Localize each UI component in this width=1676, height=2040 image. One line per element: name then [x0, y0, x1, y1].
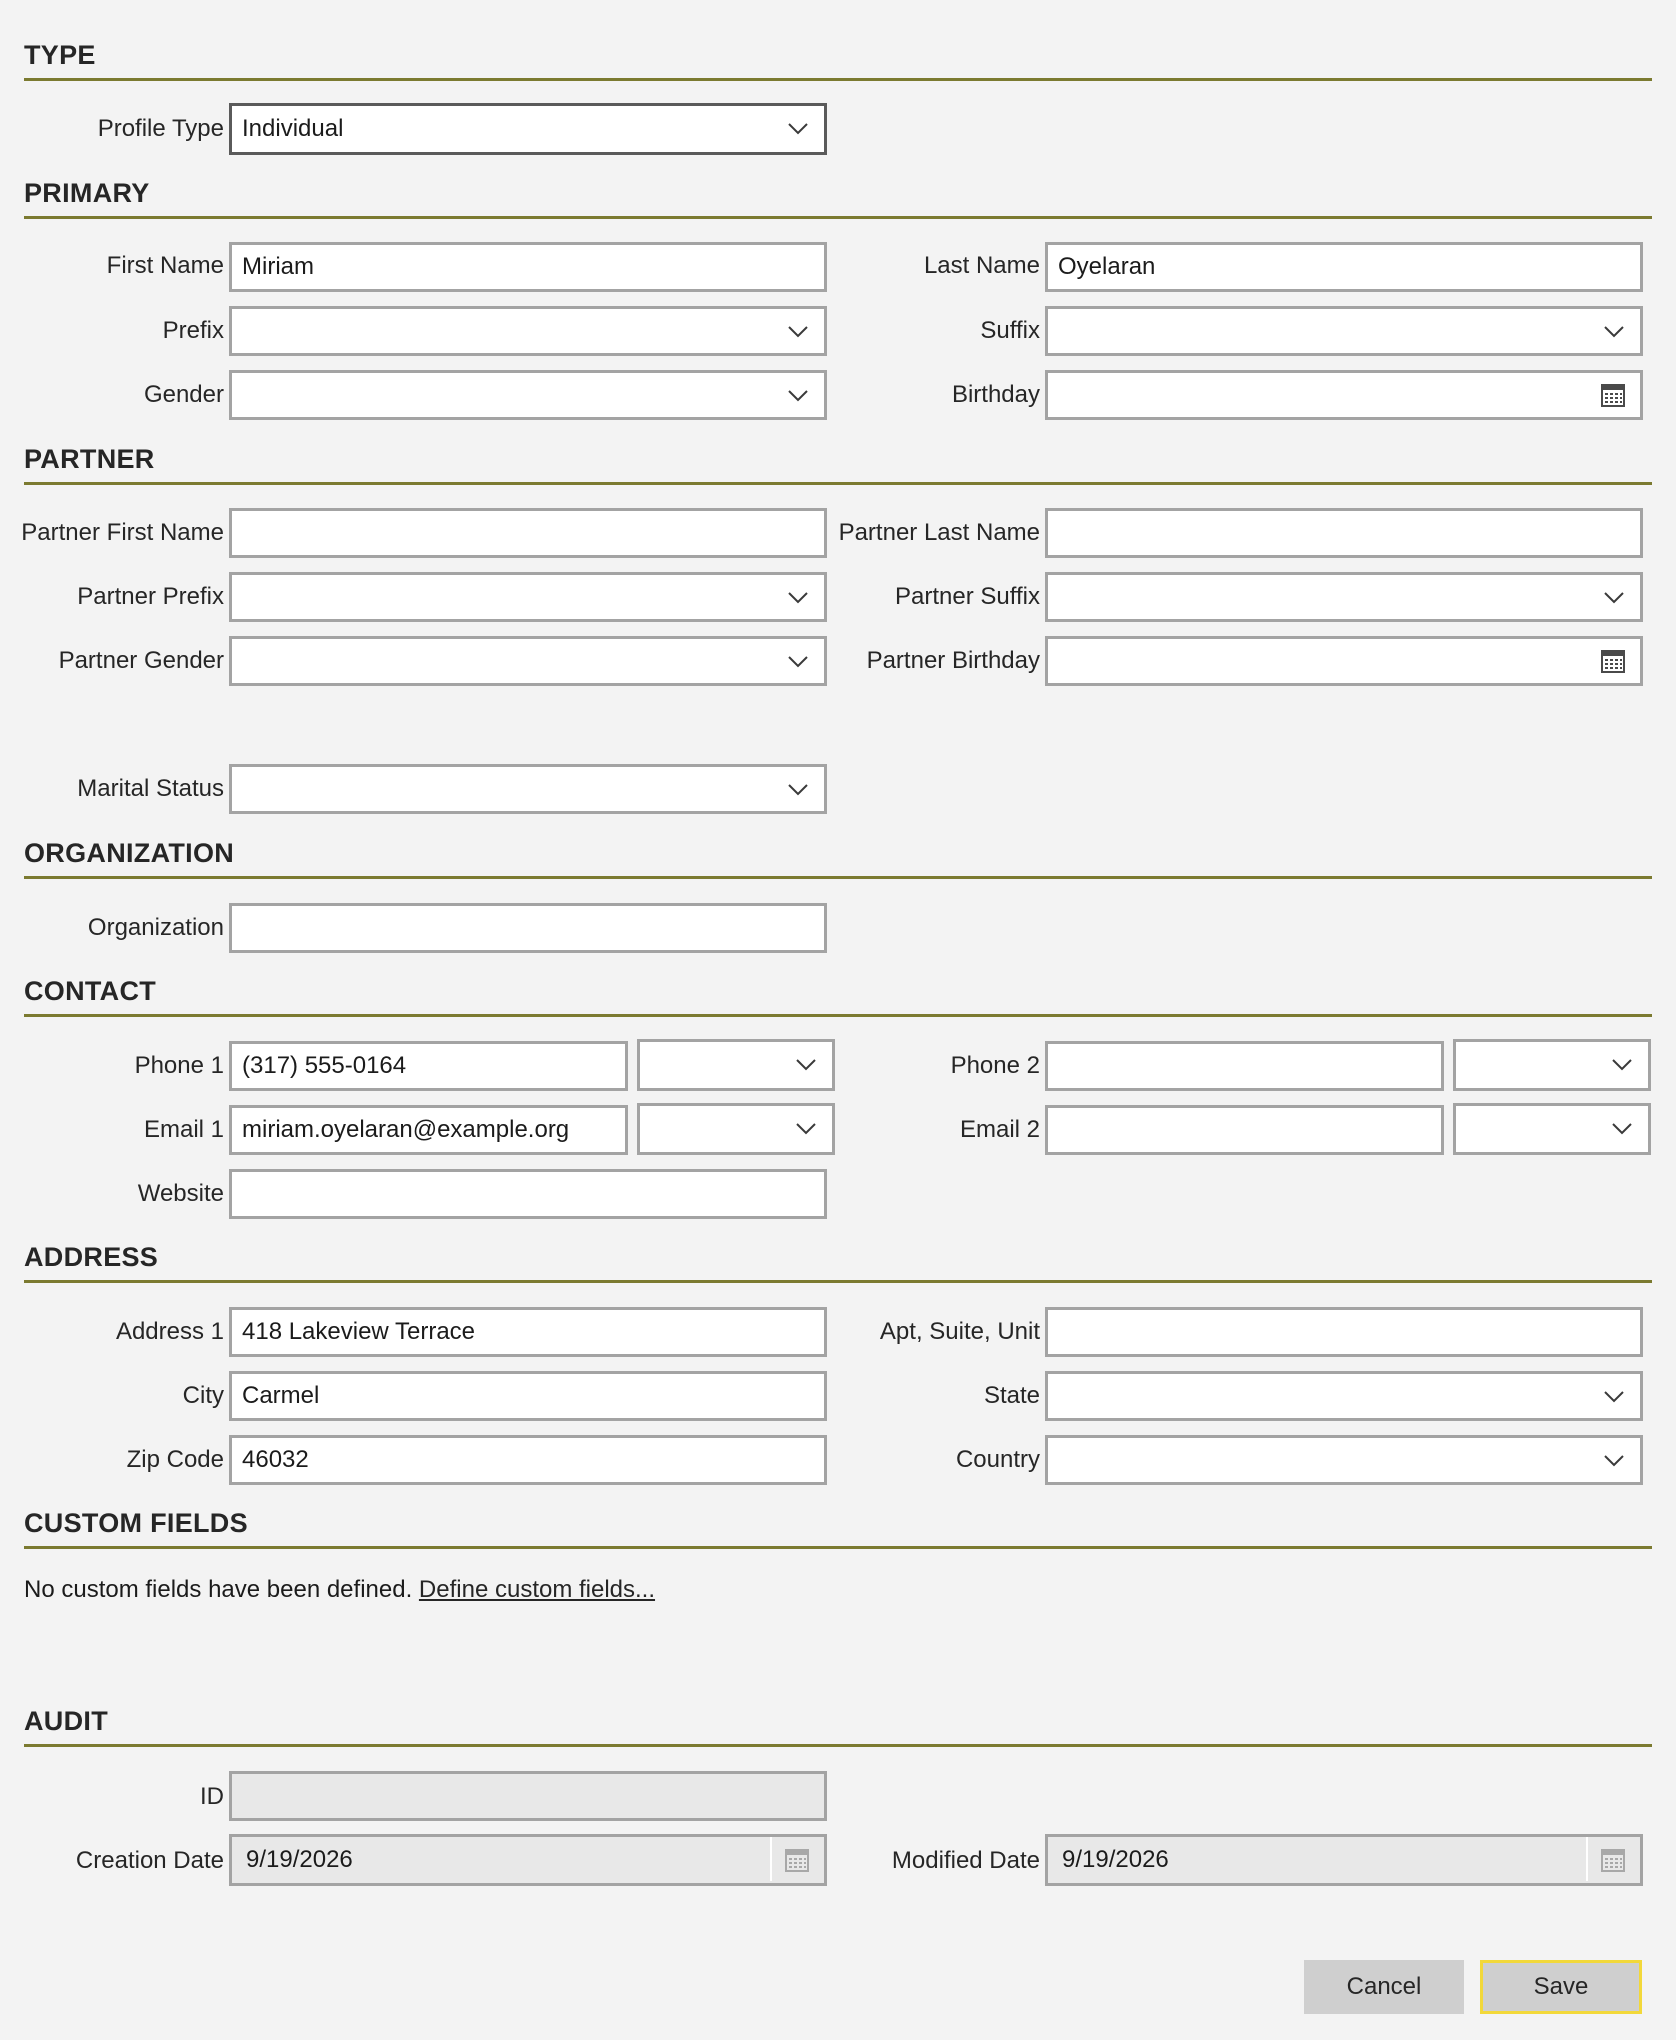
profile-type-value: Individual [242, 115, 344, 142]
partner-gender-dropdown[interactable] [229, 636, 827, 686]
apt-suite-unit-input[interactable] [1045, 1307, 1643, 1357]
email1-type-dropdown[interactable] [637, 1103, 835, 1155]
partner-prefix-dropdown[interactable] [229, 572, 827, 622]
calendar-icon[interactable] [1600, 382, 1626, 408]
first-name-input[interactable] [229, 242, 827, 292]
section-title-organization: ORGANIZATION [24, 838, 235, 868]
section-divider [24, 216, 1652, 219]
city-value: Carmel [242, 1382, 320, 1409]
prefix-label: Prefix [162, 317, 224, 344]
email2-input[interactable] [1045, 1105, 1444, 1155]
state-dropdown[interactable] [1045, 1371, 1643, 1421]
phone2-type-dropdown[interactable] [1453, 1039, 1651, 1091]
chevron-down-icon [1602, 1450, 1626, 1470]
chevron-down-icon [786, 779, 810, 799]
modified-date-label: Modified Date [891, 1847, 1040, 1874]
calendar-icon[interactable] [1600, 648, 1626, 674]
last-name-label: Last Name [923, 252, 1040, 279]
country-label: Country [955, 1446, 1040, 1473]
gender-dropdown[interactable] [229, 370, 827, 420]
custom-fields-note [24, 1576, 655, 1604]
chevron-down-icon [794, 1054, 818, 1074]
chevron-down-icon [1602, 1386, 1626, 1406]
section-title-primary: PRIMARY [24, 178, 150, 208]
birthday-label: Birthday [951, 381, 1040, 408]
modified-date-value: 9/19/2026 [1062, 1846, 1169, 1873]
phone2-label: Phone 2 [950, 1052, 1040, 1079]
partner-first-name-label: Partner First Name [21, 519, 224, 546]
chevron-down-icon [1610, 1054, 1634, 1074]
chevron-down-icon [1610, 1118, 1634, 1138]
calendar-icon [784, 1847, 810, 1873]
creation-date-field [229, 1834, 827, 1886]
section-title-partner: PARTNER [24, 444, 155, 474]
section-title-audit: AUDIT [24, 1706, 108, 1736]
creation-date-label: Creation Date [75, 1847, 224, 1874]
organization-label: Organization [87, 914, 224, 941]
chevron-down-icon [1602, 321, 1626, 341]
chevron-down-icon [786, 118, 810, 138]
partner-last-name-label: Partner Last Name [838, 519, 1040, 546]
custom-fields-message: No custom fields have been defined. [24, 1576, 413, 1603]
chevron-down-icon [786, 321, 810, 341]
partner-gender-label: Partner Gender [58, 647, 224, 674]
state-label: State [983, 1382, 1040, 1409]
partner-suffix-label: Partner Suffix [895, 583, 1040, 610]
phone1-type-dropdown[interactable] [637, 1039, 835, 1091]
chevron-down-icon [794, 1118, 818, 1138]
apt-suite-unit-label: Apt, Suite, Unit [879, 1318, 1040, 1345]
first-name-label: First Name [106, 252, 224, 279]
chevron-down-icon [786, 651, 810, 671]
chevron-down-icon [1602, 587, 1626, 607]
city-label: City [182, 1382, 224, 1409]
organization-input[interactable] [229, 903, 827, 953]
section-divider [24, 876, 1652, 879]
save-button[interactable]: Save [1480, 1960, 1642, 2014]
last-name-input[interactable] [1045, 242, 1643, 292]
partner-birthday-label: Partner Birthday [866, 647, 1040, 674]
partner-first-name-input[interactable] [229, 508, 827, 558]
partner-suffix-dropdown[interactable] [1045, 572, 1643, 622]
id-field [229, 1771, 827, 1821]
city-input[interactable] [229, 1371, 827, 1421]
profile-type-label: Profile Type [97, 115, 224, 142]
email2-label: Email 2 [959, 1116, 1040, 1143]
section-title-contact: CONTACT [24, 976, 157, 1006]
email2-type-dropdown[interactable] [1453, 1103, 1651, 1155]
address1-value: 418 Lakeview Terrace [242, 1318, 476, 1345]
creation-date-value: 9/19/2026 [246, 1846, 353, 1873]
country-dropdown[interactable] [1045, 1435, 1643, 1485]
phone1-value: (317) 555-0164 [242, 1052, 407, 1079]
email1-input[interactable] [229, 1105, 628, 1155]
zip-code-label: Zip Code [126, 1446, 224, 1473]
birthday-date-picker[interactable] [1045, 370, 1643, 420]
field-separator [1586, 1837, 1588, 1881]
section-divider [24, 1014, 1652, 1017]
suffix-label: Suffix [980, 317, 1040, 344]
phone2-input[interactable] [1045, 1041, 1444, 1091]
zip-code-value: 46032 [242, 1446, 309, 1473]
website-label: Website [137, 1180, 224, 1207]
calendar-icon [1600, 1847, 1626, 1873]
chevron-down-icon [786, 385, 810, 405]
section-title-address: ADDRESS [24, 1242, 159, 1272]
phone1-label: Phone 1 [134, 1052, 224, 1079]
prefix-dropdown[interactable] [229, 306, 827, 356]
marital-status-label: Marital Status [77, 775, 224, 802]
section-title-type: TYPE [24, 40, 96, 70]
last-name-value: Oyelaran [1058, 253, 1156, 280]
address1-input[interactable] [229, 1307, 827, 1357]
suffix-dropdown[interactable] [1045, 306, 1643, 356]
section-divider [24, 1280, 1652, 1283]
partner-prefix-label: Partner Prefix [77, 583, 224, 610]
first-name-value: Miriam [242, 253, 314, 280]
address1-label: Address 1 [115, 1318, 224, 1345]
gender-label: Gender [143, 381, 224, 408]
section-divider [24, 1546, 1652, 1549]
id-label: ID [200, 1783, 224, 1810]
website-input[interactable] [229, 1169, 827, 1219]
phone1-input[interactable] [229, 1041, 628, 1091]
section-divider [24, 482, 1652, 485]
field-separator [770, 1837, 772, 1881]
section-divider [24, 78, 1652, 81]
chevron-down-icon [786, 587, 810, 607]
marital-status-dropdown[interactable] [229, 764, 827, 814]
profile-type-dropdown[interactable] [229, 103, 827, 155]
partner-last-name-input[interactable] [1045, 508, 1643, 558]
section-divider [24, 1744, 1652, 1747]
define-custom-fields-link[interactable]: Define custom fields... [418, 1576, 656, 1603]
modified-date-field [1045, 1834, 1643, 1886]
email1-label: Email 1 [143, 1116, 224, 1143]
cancel-button[interactable]: Cancel [1304, 1960, 1464, 2014]
email1-value: miriam.oyelaran@example.org [242, 1116, 570, 1143]
section-title-custom-fields: CUSTOM FIELDS [24, 1508, 248, 1538]
partner-birthday-date-picker[interactable] [1045, 636, 1643, 686]
zip-code-input[interactable] [229, 1435, 827, 1485]
